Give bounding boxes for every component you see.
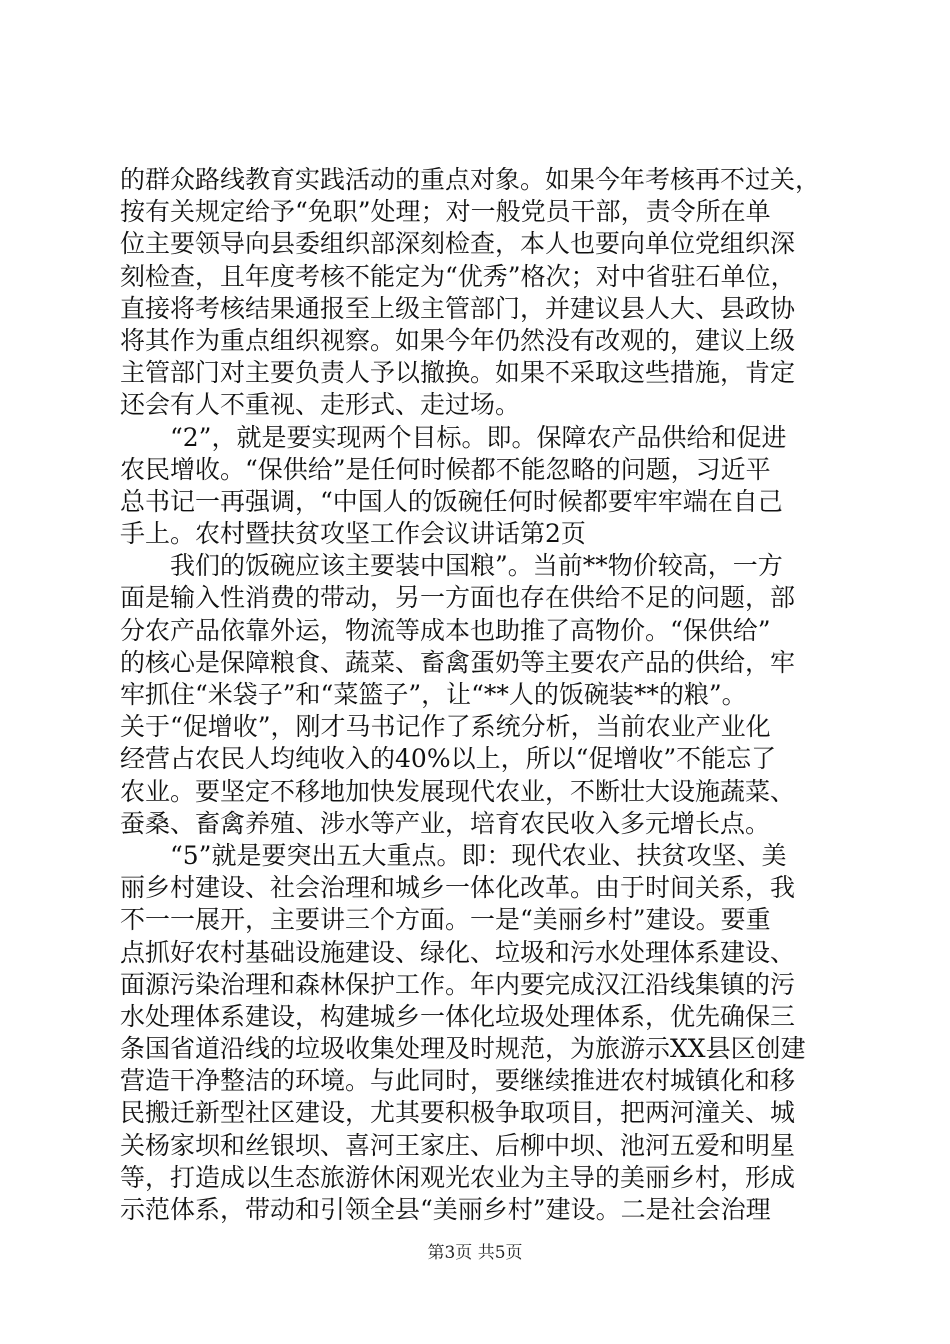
text-line: 营造干净整洁的环境。与此同时，要继续推进农村城镇化和移 xyxy=(120,1066,796,1096)
text-line: 刻检查，且年度考核不能定为“优秀”格次；对中省驻石单位， xyxy=(120,261,796,291)
text-line: 农业。要坚定不移地加快发展现代农业，不断壮大设施蔬菜、 xyxy=(120,776,796,806)
text-line: “5”就是要突出五大重点。即：现代农业、扶贫攻坚、美 xyxy=(120,840,787,870)
text-line: 关于“促增收”，刚才马书记作了系统分析，当前农业产业化 xyxy=(120,712,771,742)
text-line: 蚕桑、畜禽养殖、涉水等产业，培育农民收入多元增长点。 xyxy=(120,808,771,838)
text-line: 主管部门对主要负责人予以撤换。如果不采取这些措施，肯定 xyxy=(120,358,796,388)
text-line: 面是输入性消费的带动，另一方面也存在供给不足的问题，部 xyxy=(120,583,796,613)
text-line: 的群众路线教育实践活动的重点对象。如果今年考核再不过关， xyxy=(120,165,821,194)
text-line: 我们的饭碗应该主要装中国粮”。当前**物价较高，一方 xyxy=(120,551,783,581)
text-line: 面源污染治理和森林保护工作。年内要完成汉江沿线集镇的污 xyxy=(120,969,796,999)
text-line: “2”，就是要实现两个目标。即。保障农产品供给和促进 xyxy=(120,422,787,452)
text-line: 位主要领导向县委组织部深刻检查，本人也要向单位党组织深 xyxy=(120,229,796,259)
text-line: 总书记一再强调，“中国人的饭碗任何时候都要牢牢端在自己 xyxy=(120,486,783,516)
text-line: 直接将考核结果通报至上级主管部门，并建议县人大、县政协 xyxy=(120,293,796,323)
text-line: 关杨家坝和丝银坝、喜河王家庄、后柳中坝、池河五爱和明星 xyxy=(120,1130,796,1160)
text-line: 不一一展开，主要讲三个方面。一是“美丽乡村”建设。要重 xyxy=(120,905,771,935)
text-line: 示范体系，带动和引领全县“美丽乡村”建设。二是社会治理 xyxy=(120,1195,771,1224)
text-line: 将其作为重点组织视察。如果今年仍然没有改观的，建议上级 xyxy=(120,325,796,355)
text-line: 农民增收。“保供给”是任何时候都不能忽略的问题，习近平 xyxy=(120,454,771,484)
text-line: 民搬迁新型社区建设，尤其要积极争取项目，把两河潼关、城 xyxy=(120,1098,796,1128)
text-line: 的核心是保障粮食、蔬菜、畜禽蛋奶等主要农产品的供给，牢 xyxy=(120,647,796,677)
body-text xyxy=(120,164,836,1226)
text-line: 经营占农民人均纯收入的40%以上，所以“促增收”不能忘了 xyxy=(120,744,777,774)
page-footer: 第3页 共5页 xyxy=(427,1243,523,1263)
text-line: 水处理体系建设，构建城乡一体化垃圾处理体系，优先确保三 xyxy=(120,1001,796,1031)
text-line: 等，打造成以生态旅游休闲观光农业为主导的美丽乡村，形成 xyxy=(120,1162,796,1192)
text-line: 手上。农村暨扶贫攻坚工作会议讲话第2页 xyxy=(120,519,586,549)
text-line: 分农产品依靠外运，物流等成本也助推了高物价。“保供给” xyxy=(120,615,771,645)
text-line: 按有关规定给予“免职”处理；对一般党员干部，责令所在单 xyxy=(120,197,771,227)
text-line: 条国省道沿线的垃圾收集处理及时规范，为旅游示XX县区创建 xyxy=(120,1034,806,1064)
text-line: 牢抓住“米袋子”和“菜篮子”，让“**人的饭碗装**的粮”。 xyxy=(120,680,747,709)
text-line: 丽乡村建设、社会治理和城乡一体化改革。由于时间关系，我 xyxy=(120,873,796,903)
text-line: 点抓好农村基础设施建设、绿化、垃圾和污水处理体系建设、 xyxy=(120,937,796,967)
text-line: 还会有人不重视、走形式、走过场。 xyxy=(120,390,521,420)
